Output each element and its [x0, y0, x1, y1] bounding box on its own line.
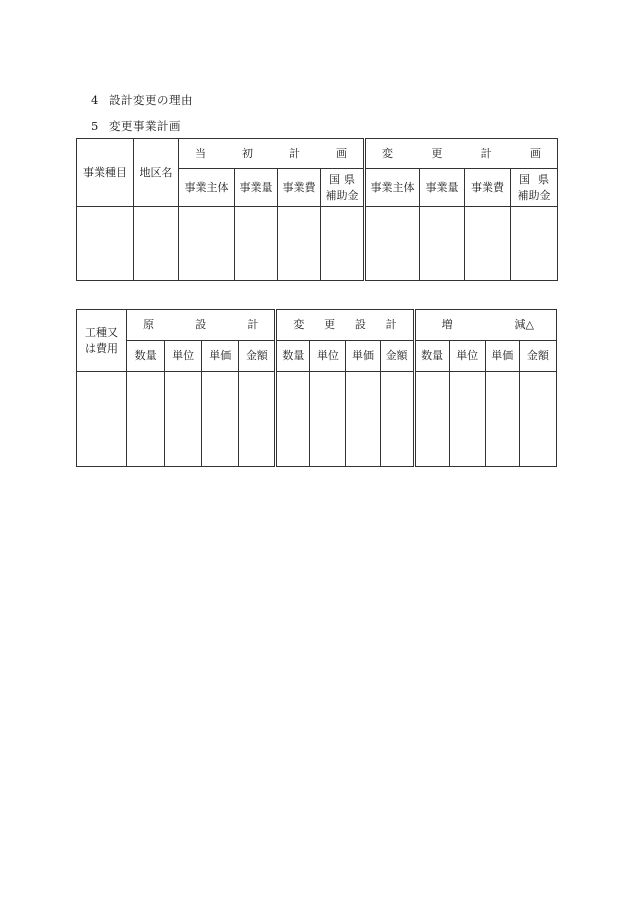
table-cell[interactable] [465, 207, 511, 281]
table-cell[interactable] [278, 207, 321, 281]
table-cell[interactable] [239, 372, 276, 467]
header-price: 単価 [485, 341, 519, 372]
table-cell[interactable] [77, 207, 134, 281]
header-initial-plan: 当 初 計 画 [179, 139, 365, 169]
table-cell[interactable] [276, 372, 310, 467]
header-increase-decrease: 増 減△ [414, 310, 556, 341]
heading-reason [91, 92, 193, 108]
table-cell[interactable] [134, 207, 179, 281]
header-unit: 単位 [165, 341, 202, 372]
header-subsidy: 国 県 補助金 [321, 169, 365, 207]
design-cost-table [76, 309, 557, 467]
header-price: 単価 [202, 341, 239, 372]
header-entity: 事業主体 [179, 169, 235, 207]
table-cell[interactable] [77, 372, 127, 467]
table-cell[interactable] [127, 372, 165, 467]
heading-number: 4 [91, 93, 99, 107]
header-work-type: 工種又 は費用 [77, 310, 127, 372]
header-unit: 単位 [449, 341, 485, 372]
header-business-type: 事業種目 [77, 139, 134, 207]
header-area-name: 地区名 [134, 139, 179, 207]
header-price: 単価 [346, 341, 380, 372]
heading-changed-plan [91, 118, 181, 134]
table-cell[interactable] [346, 372, 380, 467]
header-qty: 数量 [127, 341, 165, 372]
table-cell[interactable] [310, 372, 346, 467]
header-quantity: 事業量 [420, 169, 465, 207]
table-row [77, 372, 557, 467]
table-cell[interactable] [179, 207, 235, 281]
header-cost: 事業費 [465, 169, 511, 207]
table-cell[interactable] [449, 372, 485, 467]
table-cell[interactable] [420, 207, 465, 281]
heading-text: 設計変更の理由 [109, 93, 193, 107]
table-cell[interactable] [485, 372, 519, 467]
header-amount: 金額 [519, 341, 556, 372]
table-cell[interactable] [365, 207, 420, 281]
header-amount: 金額 [380, 341, 414, 372]
header-original-design: 原 設 計 [127, 310, 276, 341]
header-cost: 事業費 [278, 169, 321, 207]
table-cell[interactable] [202, 372, 239, 467]
header-amount: 金額 [239, 341, 276, 372]
table-cell[interactable] [165, 372, 202, 467]
header-unit: 単位 [310, 341, 346, 372]
table-cell[interactable] [235, 207, 278, 281]
header-changed-plan: 変 更 計 画 [365, 139, 558, 169]
table-cell[interactable] [511, 207, 558, 281]
heading-text: 変更事業計画 [109, 119, 181, 133]
header-subsidy: 国 県 補助金 [511, 169, 558, 207]
table-cell[interactable] [321, 207, 365, 281]
table-cell[interactable] [414, 372, 449, 467]
business-plan-table [76, 138, 558, 281]
header-qty: 数量 [276, 341, 310, 372]
header-quantity: 事業量 [235, 169, 278, 207]
table-row [77, 207, 558, 281]
heading-number: 5 [91, 119, 99, 133]
header-changed-design: 変 更 設 計 [276, 310, 414, 341]
header-qty: 数量 [414, 341, 449, 372]
table-cell[interactable] [519, 372, 556, 467]
table-cell[interactable] [380, 372, 414, 467]
header-entity: 事業主体 [365, 169, 420, 207]
